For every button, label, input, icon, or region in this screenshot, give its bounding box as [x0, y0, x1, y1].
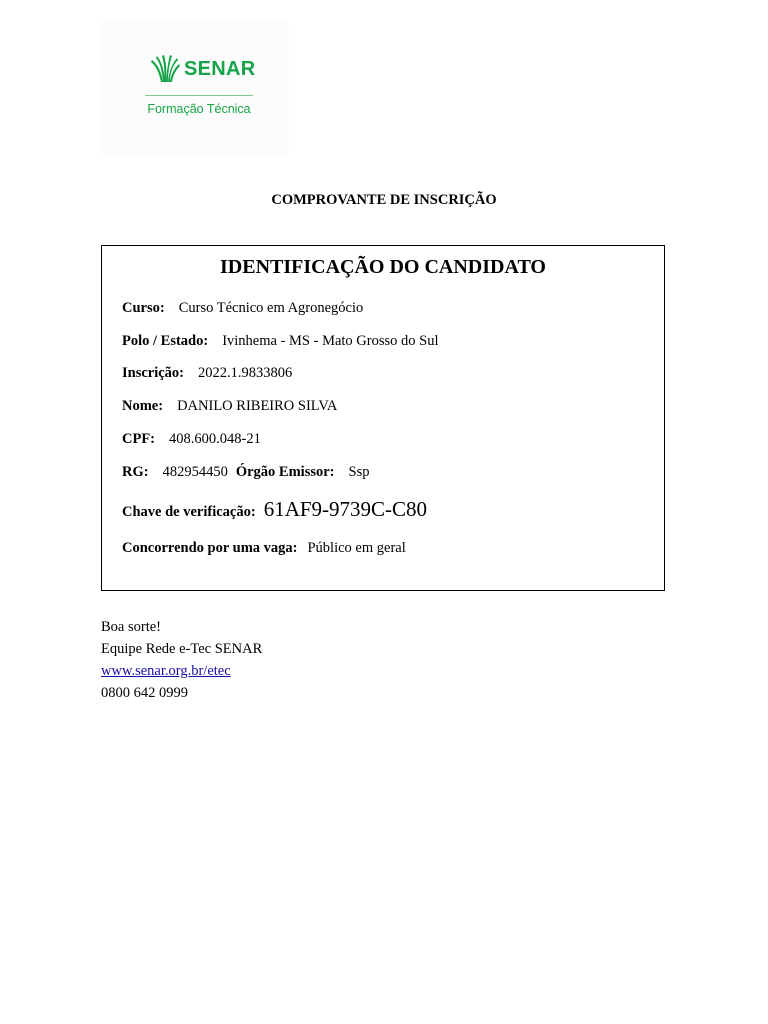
footer [101, 616, 262, 704]
nome-value: DANILO RIBEIRO SILVA [177, 398, 338, 414]
row-polo [122, 333, 439, 350]
logo-subtitle: Formação Técnica [147, 102, 251, 116]
logo-divider [145, 95, 253, 96]
row-nome [122, 398, 337, 415]
candidate-card [101, 245, 665, 591]
orgao-label: Órgão Emissor: [235, 464, 335, 480]
footer-phone: 0800 642 0999 [101, 685, 188, 701]
rg-value: 482954450 [162, 464, 228, 480]
nome-label: Nome: [122, 398, 164, 414]
chave-value: 61AF9-9739C-C80 [263, 497, 428, 521]
cpf-label: CPF: [122, 431, 156, 447]
polo-value: Ivinhema - MS - Mato Grosso do Sul [222, 333, 439, 349]
footer-link[interactable]: www.senar.org.br/etec [101, 663, 231, 679]
document-title: COMPROVANTE DE INSCRIÇÃO [271, 192, 497, 208]
footer-greeting: Boa sorte! [101, 619, 161, 635]
row-inscricao [122, 365, 292, 382]
logo-brand: SENAR [184, 58, 256, 80]
senar-logo [101, 20, 289, 155]
card-title: IDENTIFICAÇÃO DO CANDIDATO [220, 256, 546, 278]
rg-label: RG: [122, 464, 149, 480]
senar-leaf-icon [149, 54, 181, 84]
row-vaga [122, 540, 406, 557]
inscricao-value: 2022.1.9833806 [198, 365, 293, 381]
row-rg [122, 464, 369, 481]
curso-value: Curso Técnico em Agronegócio [178, 300, 364, 316]
chave-label: Chave de verificação: [122, 504, 256, 520]
row-curso [122, 300, 363, 317]
orgao-value: Ssp [348, 464, 370, 480]
row-chave [122, 497, 427, 522]
footer-team: Equipe Rede e-Tec SENAR [101, 641, 263, 657]
row-cpf [122, 431, 261, 448]
polo-label: Polo / Estado: [122, 333, 209, 349]
vaga-value: Público em geral [307, 540, 406, 556]
cpf-value: 408.600.048-21 [169, 431, 261, 447]
vaga-label: Concorrendo por uma vaga: [122, 540, 298, 556]
inscricao-label: Inscrição: [122, 365, 185, 381]
curso-label: Curso: [122, 300, 165, 316]
